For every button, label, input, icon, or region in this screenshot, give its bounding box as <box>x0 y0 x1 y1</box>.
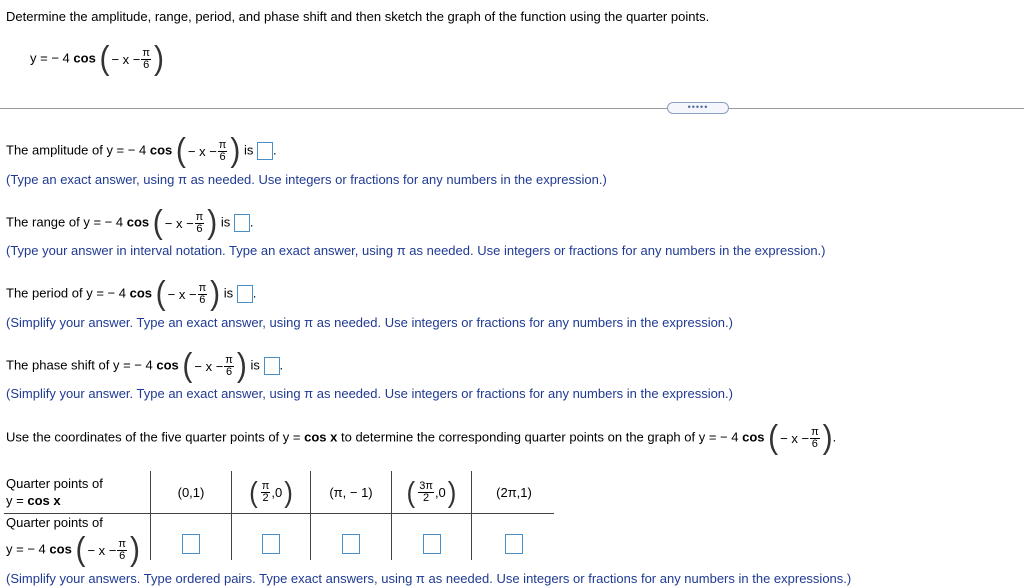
period-hint: (Simplify your answer. Type an exact answer, using π as needed. Use integers or fractions for any numbers in the expression.) <box>6 315 733 330</box>
quarter-point-4: ( $\frac{3\pi}{2}$ ,0 ) <box>406 475 457 509</box>
quarter-answer-box-4[interactable] <box>423 534 441 554</box>
period-question: The period of y = − 4 cos ( − x − $\frac{\pi}{6}$ ) is . <box>6 275 257 312</box>
range-hint: (Type your answer in interval notation. Type an exact answer, using π as needed. Use integers or fractions for any numbers in the expression.) <box>6 243 826 258</box>
amplitude-question: The amplitude of y = − 4 cos ( − x − $\frac{\pi}{6}$ ) is . <box>6 132 277 169</box>
amplitude-hint: (Type an exact answer, using π as needed. Use integers or fractions for any numbers in the expression.) <box>6 172 607 187</box>
phase-shift-answer-box[interactable] <box>264 357 280 375</box>
row2-function: y = − 4 cos ( − x − $\frac{\pi}{6}$ ) <box>6 531 140 568</box>
section-divider <box>0 108 1024 109</box>
period-answer-box[interactable] <box>237 285 253 303</box>
main-function: y = − 4 cos ( − x − $\frac{\pi}{6}$ ) <box>30 40 164 77</box>
answer-cell-2 <box>232 530 310 558</box>
answer-cell-4 <box>392 530 471 558</box>
answer-cell-3 <box>311 530 391 558</box>
row1-label: Quarter points of y = cos x <box>6 476 103 508</box>
quarter-answer-box-2[interactable] <box>262 534 280 554</box>
quarter-answer-box-1[interactable] <box>182 534 200 554</box>
range-answer-box[interactable] <box>234 214 250 232</box>
quarter-answer-box-3[interactable] <box>342 534 360 554</box>
answer-cell-5 <box>472 530 556 558</box>
quarter-point-3: (π, − 1) <box>329 484 373 500</box>
quarter-points-hint: (Simplify your answers. Type ordered pairs. Type exact answers, using π as needed. Use integers or fractions for any numbers in the expressions.) <box>6 571 852 586</box>
quarter-point-5: (2π,1) <box>496 484 532 500</box>
phase-shift-hint: (Simplify your answer. Type an exact answer, using π as needed. Use integers or fractions for any numbers in the expression.) <box>6 386 733 401</box>
phase-shift-question: The phase shift of y = − 4 cos ( − x − $\frac{\pi}{6}$ ) is . <box>6 347 284 384</box>
range-question: The range of y = − 4 cos ( − x − $\frac{\pi}{6}$ ) is . <box>6 204 254 241</box>
quarter-answer-box-5[interactable] <box>505 534 523 554</box>
quarter-points-intro: Use the coordinates of the five quarter points of y = cos x to determine the corresponding quarter points on the graph of y = − 4 cos ( − x − $\frac{\pi}{6}$ ) . <box>6 419 837 456</box>
more-button[interactable]: ••••• <box>667 102 729 114</box>
row2-label: Quarter points of <box>6 515 103 530</box>
amplitude-answer-box[interactable] <box>257 142 273 160</box>
quarter-point-2: ( $\frac{\pi}{2}$ ,0 ) <box>249 475 293 509</box>
instruction-text: Determine the amplitude, range, period, and phase shift and then sketch the graph of the function using the quarter points. <box>6 9 710 24</box>
quarter-point-1: (0,1) <box>177 484 205 500</box>
answer-cell-1 <box>151 530 231 558</box>
